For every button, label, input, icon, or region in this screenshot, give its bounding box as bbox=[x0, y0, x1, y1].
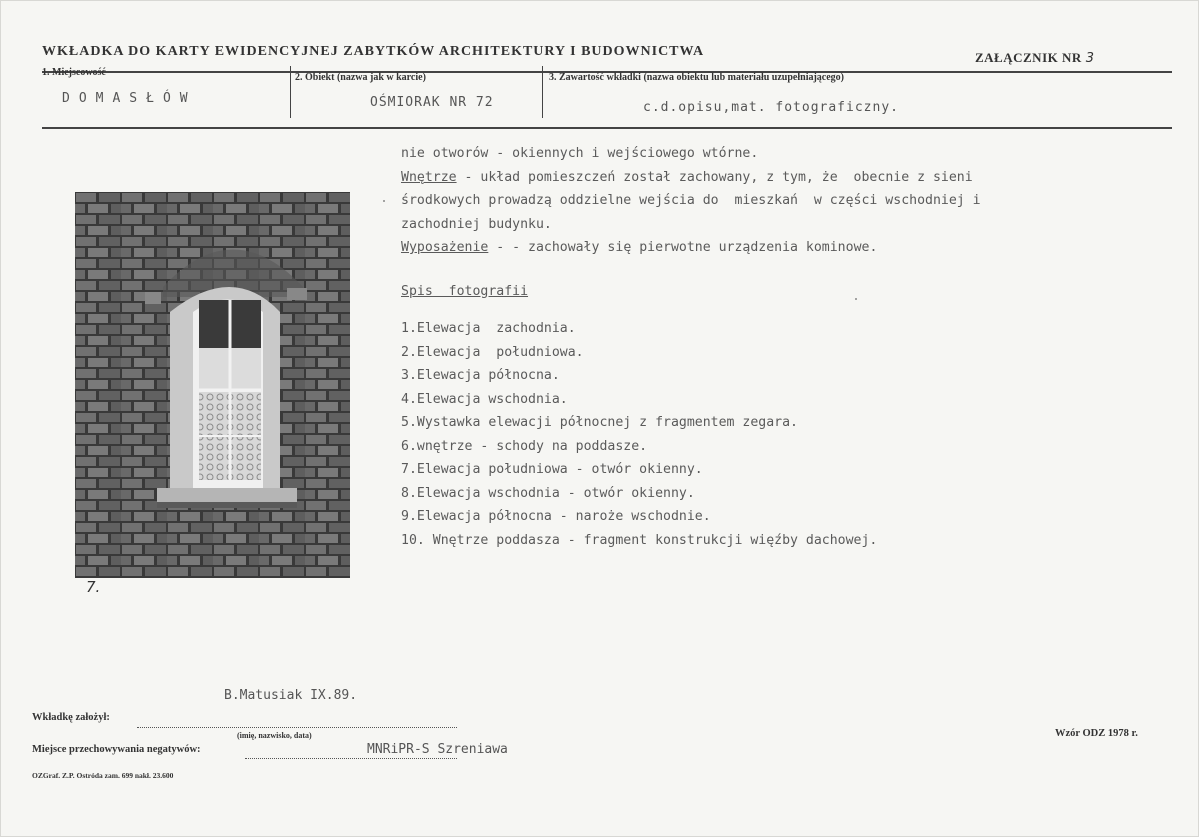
annex-label bbox=[975, 50, 1095, 66]
place-value: DOMASŁÓW bbox=[62, 91, 197, 106]
column-divider-2 bbox=[542, 66, 543, 118]
author-signature: B.Matusiak IX.89. bbox=[224, 688, 358, 703]
created-by-label: Wkładkę założył: bbox=[32, 712, 110, 723]
interior-line: zachodniej budynku. bbox=[401, 216, 552, 232]
place-label: 1. Miejscowość bbox=[42, 67, 106, 78]
photos-heading: Spis fotografii bbox=[401, 283, 529, 299]
name-hint: (imię, nazwisko, data) bbox=[237, 731, 312, 740]
content-label: 3. Zawartość wkładki (nazwa obiektu lub materiału uzupełniającego) bbox=[549, 72, 845, 83]
equipment-text: - - zachowały się pierwotne urządzenia kominowe. bbox=[488, 240, 878, 255]
object-value: OŚMIORAK NR 72 bbox=[370, 95, 494, 110]
ink-speck bbox=[855, 298, 857, 300]
storage-line bbox=[245, 758, 457, 759]
spacer bbox=[401, 307, 1161, 321]
photo-list-item: 7.Elewacja południowa - otwór okienny. bbox=[401, 462, 703, 477]
annex-number: 3 bbox=[1085, 51, 1095, 66]
photo-list-item: 9.Elewacja północna - naroże wschodnie. bbox=[401, 509, 711, 524]
brick-window-photo-image bbox=[75, 192, 350, 578]
ink-speck bbox=[383, 200, 385, 202]
description-line: nie otworów - okiennych i wejściowego wtórne. bbox=[401, 146, 759, 161]
photo-list-item: 1.Elewacja zachodnia. bbox=[401, 321, 576, 336]
photo-list-item: 2.Elewacja południowa. bbox=[401, 344, 584, 360]
interior-paragraph bbox=[401, 170, 1161, 194]
spacer bbox=[401, 264, 1161, 284]
annex-label-text: ZAŁĄCZNIK NR bbox=[975, 50, 1082, 65]
interior-heading: Wnętrze bbox=[401, 169, 457, 185]
photo-list-item: 8.Elewacja wschodnia - otwór okienny. bbox=[401, 485, 695, 501]
printer-info: OZGraf. Z.P. Ostróda zam. 699 nakł. 23.600 bbox=[32, 771, 174, 780]
photo-list-item: 3.Elewacja północna. bbox=[401, 368, 560, 383]
content-value: c.d.opisu,mat. fotograficzny. bbox=[643, 100, 899, 115]
photos-heading-row bbox=[401, 284, 1161, 308]
photo-caption: 7. bbox=[86, 578, 101, 596]
interior-line: środkowych prowadzą oddzielne wejścia do mieszkań w części wschodniej i bbox=[401, 193, 981, 208]
description-text bbox=[401, 146, 1161, 556]
photo-list-item: 6.wnętrze - schody na poddasze. bbox=[401, 438, 648, 454]
interior-text: - układ pomieszczeń został zachowany, z tym, że obecnie z sieni bbox=[456, 169, 973, 185]
equipment-heading: Wyposażenie bbox=[401, 240, 489, 255]
header-rule-bottom bbox=[42, 127, 1172, 129]
storage-label: Miejsce przechowywania negatywów: bbox=[32, 744, 201, 755]
form-model: Wzór ODZ 1978 r. bbox=[1055, 728, 1138, 739]
column-divider-1 bbox=[290, 66, 291, 118]
created-by-line bbox=[137, 727, 457, 728]
photo-list-item: 10. Wnętrze poddasza - fragment konstrukcji więźby dachowej. bbox=[401, 532, 878, 548]
window-photo bbox=[75, 192, 350, 578]
photo-list-item: 5.Wystawka elewacji północnej z fragmentem zegara. bbox=[401, 415, 798, 430]
photo-list-item: 4.Elewacja wschodnia. bbox=[401, 391, 568, 407]
document-title: WKŁADKA DO KARTY EWIDENCYJNEJ ZABYTKÓW ARCHITEKTURY I BUDOWNICTWA bbox=[42, 44, 705, 59]
storage-value: MNRiPR-S Szreniawa bbox=[367, 742, 508, 757]
object-label: 2. Obiekt (nazwa jak w karcie) bbox=[295, 72, 426, 83]
equipment-paragraph bbox=[401, 240, 1161, 264]
